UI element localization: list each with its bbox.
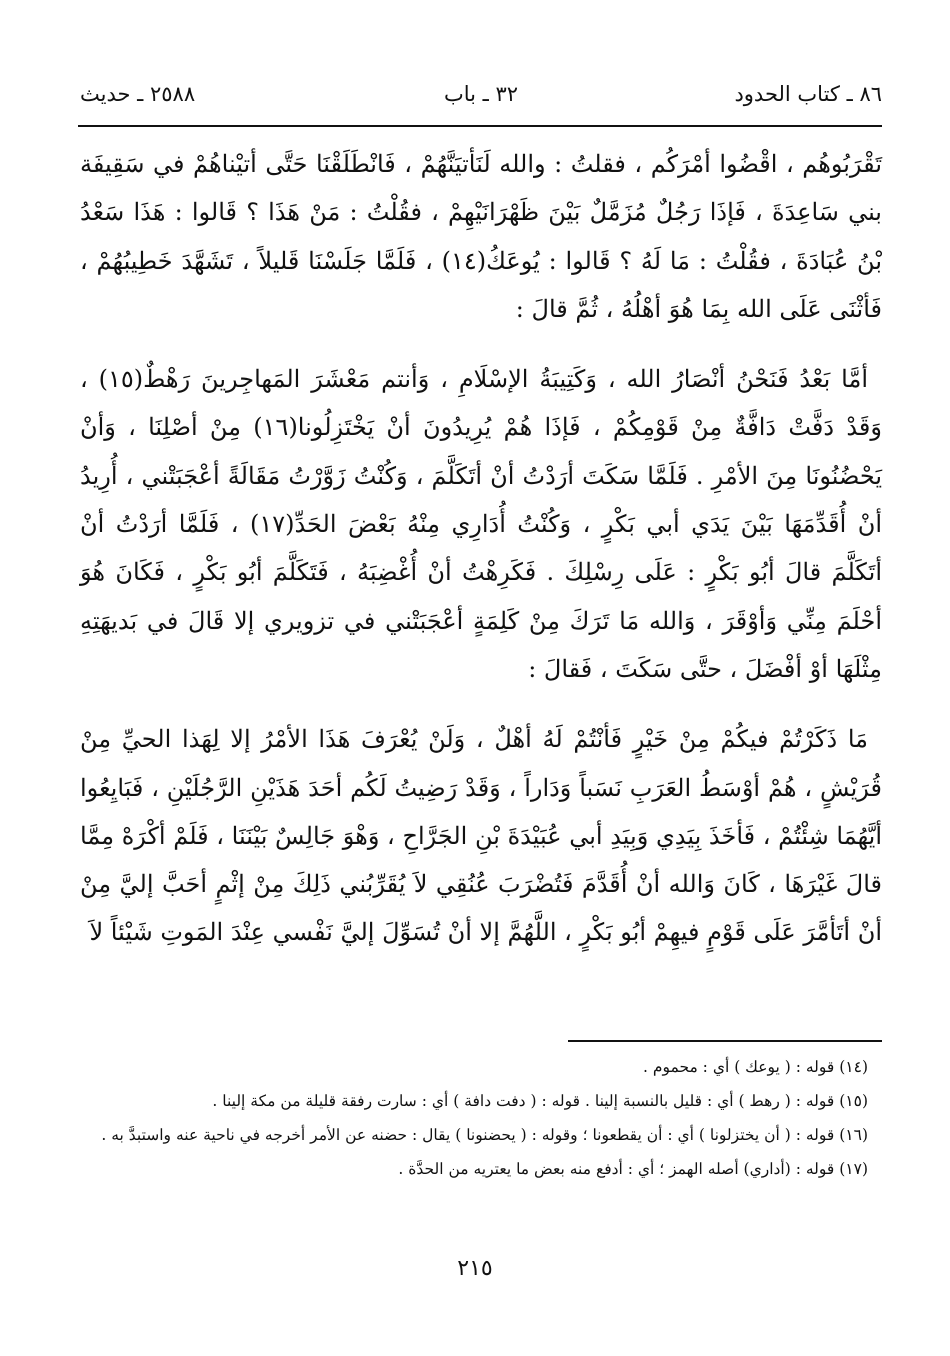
running-header xyxy=(80,82,882,122)
footnotes xyxy=(80,1050,878,1186)
main-text xyxy=(80,140,882,979)
footnote-17: (١٧) قوله : (أداري) أصله الهمز ؛ أي : أدفع منه بعض ما يعتريه من الحدَّة . xyxy=(398,1160,868,1178)
footnote-divider xyxy=(568,1040,882,1042)
footnote-14: (١٤) قوله : ( يوعك ) أي : محموم . xyxy=(643,1058,868,1076)
footnote-15: (١٥) قوله : ( رهط ) أي : قليل بالنسبة إلينا . قوله : ( دفت دافة ) أي : سارت رفقة قليلة من مكة إلينا . xyxy=(212,1092,868,1110)
page-number: ٢١٥ xyxy=(457,1256,493,1281)
footnote-16: (١٦) قوله : ( أن يختزلونا ) أي : أن يقطعونا ؛ وقوله : ( يحضنونا ) يقال : حضنه عن الأمر أخرجه في ناحية عنه واستبدَّ به . xyxy=(101,1126,868,1144)
header-hadith-number: ٢٥٨٨ ـ حديث xyxy=(80,82,196,106)
paragraph-1: تَقْرَبُوهُم ، اقْضُوا أمْرَكُم ، فقلتُ : والله لَنَأتيَنَّهُمْ ، فَانْطَلَقْنَا حَتَّى أتيْناهُمْ في سَقِيفَة بني سَاعِدَةَ ، فَإذَا رَجُلٌ مُزَمَّلٌ بَيْنَ ظَهْرَانَيْهِمْ ، فقُلْتُ : مَنْ هَذَا ؟ قَالوا : هَذَا سَعْدُ بْنُ عُبَادَةَ ، فقُلْتُ : مَا لَهُ ؟ قَالوا : يُوعَكُ(١٤) ، فَلَمَّا جَلَسْنَا قَليلاً ، تَشَهَّدَ خَطِيبُهُمْ ، فَأثْنَى عَلَى الله بِمَا هُوَ أهْلُهُ ، ثُمَّ قالَ : xyxy=(80,150,883,323)
paragraph-3: مَا ذَكَرْتُمْ فيكُمْ مِنْ خَيْرٍ فَأنْتُمْ لَهُ أهْلٌ ، وَلَنْ يُعْرَفَ هَذَا الأمْرُ إلا لِهَذا الحيِّ مِنْ قُرَيْشٍ ، هُمْ أوْسَطُ العَرَبِ نَسَباً وَدَاراً ، وَقَدْ رَضِيتُ لَكُم أحَدَ هَذَيْنِ الرَّجُلَيْنِ ، فَبَايِعُوا أيَّهُمَا شِئْتُمْ ، فَأخَذَ بِيَدِي وَبِيَدِ أبي عُبَيْدَةَ بْنِ الجَرَّاحِ ، وَهْوَ جَالِسٌ بَيْنَنَا ، فَلَمْ أكْرَهْ مِمَّا قالَ غَيْرَهَا ، كَانَ وَالله أنْ أُقَدَّمَ فَتُضْرَبَ عُنُقِي لاَ يُقَرِّبُني ذَلِكَ مِنْ إثْمٍ أحَبَّ إليَّ مِنْ أنْ أتَأمَّرَ عَلَى قَوْمٍ فيهِمْ أبُو بَكْرٍ ، اللَّهُمَّ إلا أنْ تُسَوِّلَ إليَّ نَفْسي عِنْدَ المَوتِ شَيْئاً لاَ xyxy=(80,725,882,947)
paragraph-2: أمَّا بَعْدُ فَنَحْنُ أنْصَارُ الله ، وَكَتِيبَةُ الإسْلَامِ ، وَأنتم مَعْشَرَ المَهاجِرينَ رَهْطٌ(١٥) ، وَقَدْ دَفَّتْ دَافَّةٌ مِنْ قَوْمِكُمْ ، فَإذَا هُمْ يُرِيدُونَ أنْ يَخْتَزِلُونا(١٦) مِنْ أصْلِنَا ، وَأنْ يَحْضُنُونَا مِنَ الأمْرِ . فَلَمَّا سَكَتَ أرَدْتُ أنْ أتَكَلَّمَ ، وَكُنْتُ زَوَّرْتُ مَقَالَةً أعْجَبَتْني ، أُرِيدُ أنْ أُقَدِّمَهَا بَيْنَ يَدَي أبي بَكْرٍ ، وَكُنْتُ أُدَارِي مِنْهُ بَعْضَ الحَدِّ(١٧) ، فَلَمَّا أرَدْتُ أنْ أتَكَلَّمَ قالَ أبُو بَكْرٍ : عَلَى رِسْلِكَ . فَكَرِهْتُ أنْ أُغْضِبَهُ ، فَتَكَلَّمَ أبُو بَكْرٍ ، فَكَانَ هُوَ أحْلَمَ مِنِّي وَأوْقَرَ ، وَالله مَا تَرَكَ مِنْ كَلِمَةٍ أعْجَبَتْني في تزويري إلا قَالَ في بَديهَتِهِ مِثْلَهَا أوْ أفْضَلَ ، حتَّى سَكَتَ ، فَقالَ : xyxy=(80,365,882,683)
header-book-title: ٨٦ ـ كتاب الحدود xyxy=(734,82,882,106)
header-divider xyxy=(78,125,882,127)
header-chapter: ٣٢ ـ باب xyxy=(443,82,519,106)
